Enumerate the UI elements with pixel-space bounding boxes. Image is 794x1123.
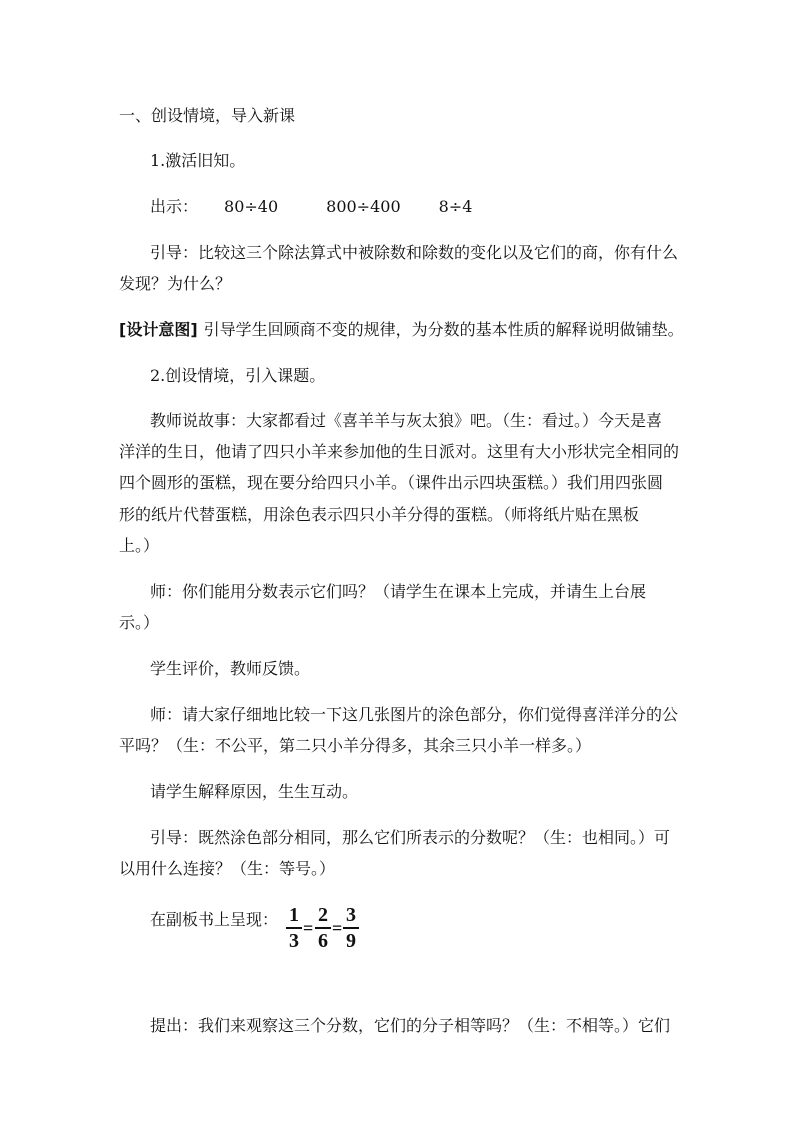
story-line3: 四个圆形的蛋糕，现在要分给四只小羊。（课件出示四块蛋糕。）我们用四张圆 (119, 473, 664, 492)
fraction-3-denominator: 9 (346, 930, 356, 952)
fraction-1-denominator: 3 (289, 930, 299, 952)
show-label: 出示： (150, 197, 199, 216)
story-line4: 形的纸片代替蛋糕，用涂色表示四只小羊分得的蛋糕。（师将纸片贴在黑板 (119, 505, 640, 524)
raise-line: 提出：我们来观察这三个分数，它们的分子相等吗？（生：不相等。）它们 (150, 1016, 671, 1035)
equals-sign-1: = (303, 918, 314, 938)
teacher1-line1: 师：你们能用分数表示它们吗？（请学生在课本上完成，并请生上台展 (150, 582, 647, 601)
fraction-1-numerator: 1 (289, 904, 299, 926)
fraction-1 (286, 904, 302, 952)
guide1-line1: 引导：比较这三个除法算式中被除数和除数的变化以及它们的商，你有什么 (150, 243, 679, 262)
fraction-2-numerator: 2 (318, 904, 328, 926)
expr-3: 8÷4 (438, 197, 473, 216)
story-line2: 洋洋的生日，他请了四只小羊来参加他的生日派对。这里有大小形状完全相同的 (119, 442, 680, 461)
story-line1: 教师说故事：大家都看过《喜羊羊与灰太狼》吧。（生：看过。）今天是喜 (150, 411, 663, 430)
guide2-line2: 以用什么连接？（生：等号。） (119, 859, 336, 878)
section-title: 一、创设情境，导入新课 (119, 106, 296, 125)
expr-1: 80÷40 (224, 197, 279, 216)
evaluation: 学生评价，教师反馈。 (150, 659, 311, 678)
fraction-3-numerator: 3 (346, 904, 356, 926)
show-row (150, 197, 472, 217)
guide2-line1: 引导：既然涂色部分相同，那么它们所表示的分数呢？（生：也相同。）可 (150, 828, 671, 847)
item-2: 2.创设情境，引入课题。 (150, 366, 326, 385)
fraction-2 (315, 904, 331, 952)
teacher2-line1: 师：请大家仔细地比较一下这几张图片的涂色部分，你们觉得喜洋洋分的公 (150, 705, 679, 724)
design-intent-label: [设计意图] (119, 320, 198, 339)
guide1-line2: 发现？为什么？ (119, 274, 232, 293)
fraction-2-bar (315, 927, 331, 929)
item-1: 1.激活旧知。 (150, 151, 246, 170)
expr-2: 800÷400 (326, 197, 401, 216)
fraction-3 (343, 904, 359, 952)
explain: 请学生解释原因，生生互动。 (150, 782, 359, 801)
teacher2-line2: 平吗？（生：不公平，第二只小羊分得多，其余三只小羊一样多。） (119, 736, 592, 755)
board-label: 在副板书上呈现： (150, 910, 279, 929)
fraction-2-denominator: 6 (318, 930, 328, 952)
design-intent (119, 320, 684, 340)
fraction-3-bar (343, 927, 359, 929)
teacher1-line2: 示。） (119, 613, 160, 632)
fraction-1-bar (286, 927, 302, 929)
design-intent-text: 引导学生回顾商不变的规律，为分数的基本性质的解释说明做铺垫。 (203, 320, 684, 339)
equals-sign-2: = (332, 918, 343, 938)
story-line5: 上。） (119, 536, 160, 555)
